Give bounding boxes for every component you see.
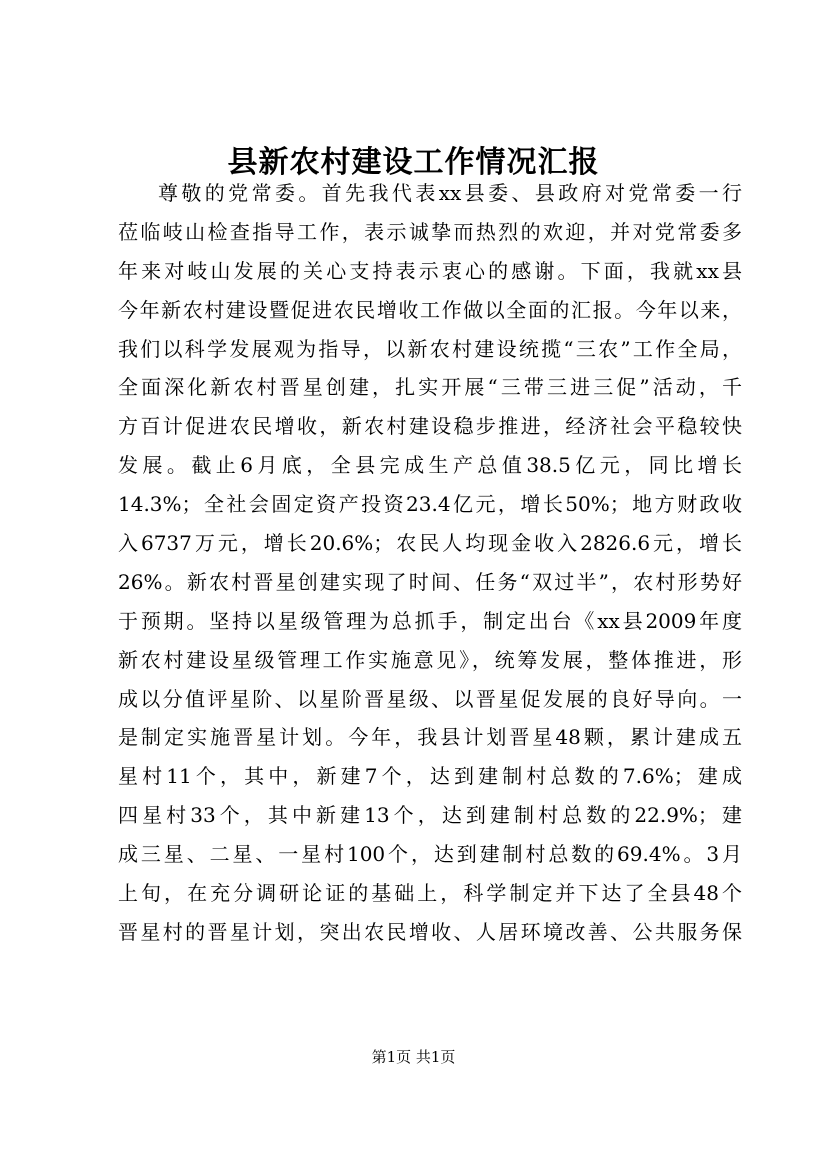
- paragraph-line: 方百计促进农民增收，新农村建设稳步推进，经济社会平稳较快: [118, 414, 742, 439]
- paragraph-line: 尊敬的党常委。首先我代表xx县委、县政府对党常委一行: [158, 181, 742, 205]
- paragraph-line: 是制定实施晋星计划。今年，我县计划晋星48颗，累计建成五: [118, 725, 742, 750]
- paragraph-line: 全面深化新农村晋星创建，扎实开展“三带三进三促”活动，千: [118, 375, 742, 400]
- paragraph-line: 莅临岐山检查指导工作，表示诚挚而热烈的欢迎，并对党常委多: [118, 219, 742, 244]
- paragraph-line: 晋星村的晋星计划，突出农民增收、人居环境改善、公共服务保: [118, 919, 742, 944]
- body-paragraph: [118, 174, 742, 952]
- paragraph-line: 星村11个，其中，新建7个，达到建制村总数的7.6%；建成: [118, 764, 742, 789]
- paragraph-line: 今年新农村建设暨促进农民增收工作做以全面的汇报。今年以来，: [118, 297, 742, 322]
- paragraph-line: 我们以科学发展观为指导，以新农村建设统揽“三农”工作全局，: [118, 336, 742, 361]
- paragraph-line: 上旬，在充分调研论证的基础上，科学制定并下达了全县48个: [118, 881, 742, 906]
- paragraph-line: 入6737万元，增长20.6%；农民人均现金收入2826.6元，增长: [118, 531, 742, 556]
- paragraph-line: 四星村33个，其中新建13个，达到建制村总数的22.9%；建: [118, 803, 742, 828]
- paragraph-line: 14.3%；全社会固定资产投资23.4亿元，增长50%；地方财政收: [118, 492, 742, 517]
- paragraph-line: 新农村建设星级管理工作实施意见》，统筹发展，整体推进，形: [118, 647, 742, 672]
- paragraph-line: 成以分值评星阶、以星阶晋星级、以晋星促发展的良好导向。一: [118, 686, 742, 711]
- document-title: 县新农村建设工作情况汇报: [227, 145, 600, 180]
- paragraph-line: 26%。新农村晋星创建实现了时间、任务“双过半”，农村形势好: [118, 569, 742, 594]
- page-footer: 第1页 共1页: [371, 1048, 456, 1066]
- paragraph-line: 成三星、二星、一星村100个，达到建制村总数的69.4%。3月: [118, 842, 742, 867]
- paragraph-line: 年来对岐山发展的关心支持表示衷心的感谢。下面，我就xx县: [118, 258, 742, 283]
- paragraph-line: 于预期。坚持以星级管理为总抓手，制定出台《xx县2009年度: [118, 608, 742, 633]
- paragraph-line: 发展。截止6月底，全县完成生产总值38.5亿元，同比增长: [118, 453, 742, 478]
